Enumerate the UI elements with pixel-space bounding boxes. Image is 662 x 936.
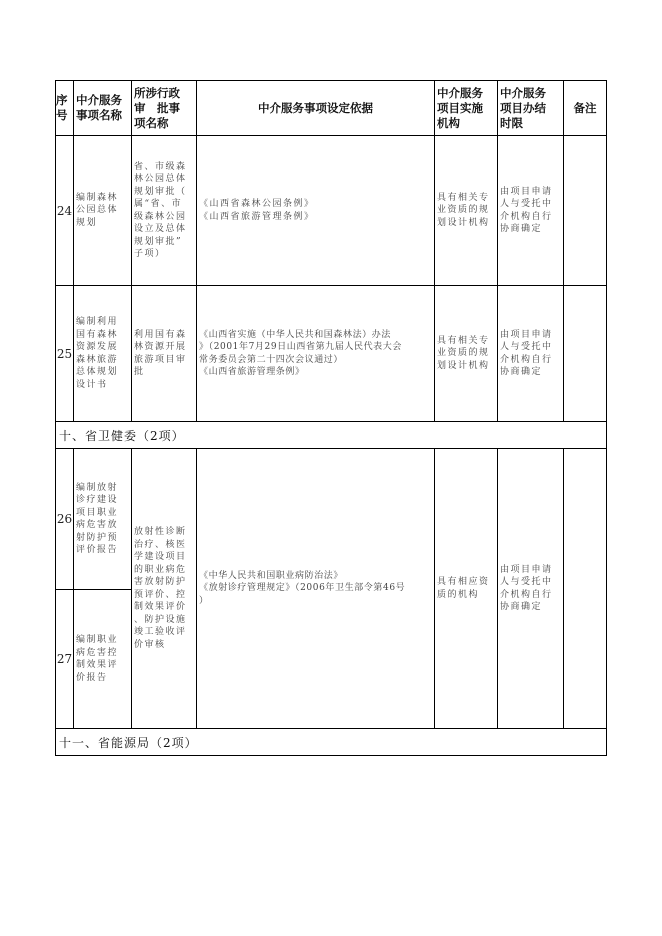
row-seq: 25 [56,286,74,422]
header-name: 中介服务 事项名称 [74,81,132,136]
row-name: 编制森林 公园总体 规划 [74,136,132,286]
row-seq: 26 [56,449,74,590]
row-note [564,449,607,729]
section-row [56,422,607,449]
row-seq: 27 [56,590,74,729]
row-basis: 《中华人民共和国职业病防治法》 《放射诊疗管理规定》（2006年卫生部令第46号 ） [197,449,435,729]
row-org: 具有相关专 业资质的规 划设计机构 [435,136,498,286]
row-time: 由项目申请 人与受托中 介机构自行 协商确定 [498,286,564,422]
header-seq: 序 号 [56,81,74,136]
row-approval: 利用国有森 林资源开展 旅游项目审 批 [132,286,197,422]
row-basis: 《山西省实施（中华人民共和国森林法）办法 》（2001年7月29日山西省第九届人民代表大会 常务委员会第二十四次会议通过） 《山西省旅游管理条例》 [197,286,435,422]
row-org: 具有相应资 质的机构 [435,449,498,729]
header-time: 中介服务 项目办结 时限 [498,81,564,136]
section-heading: 十一、省能源局（2项） [56,729,607,756]
header-org: 中介服务 项目实施 机构 [435,81,498,136]
header-approval: 所涉行政 审 批事 项名称 [132,81,197,136]
section-row [56,729,607,756]
header-note: 备注 [564,81,607,136]
row-name: 编制职业 病危害控 制效果评 价报告 [74,590,132,729]
header-row [56,81,607,136]
row-basis: 《山西省森林公园条例》 《山西省旅游管理条例》 [197,136,435,286]
intermediary-services-table [55,80,607,756]
table-row [56,286,607,422]
table-row [56,449,607,590]
row-time: 由项目申请 人与受托中 介机构自行 协商确定 [498,449,564,729]
row-org: 具有相关专 业资质的规 划设计机构 [435,286,498,422]
row-approval: 省、市级森 林公园总体 规划审批（ 属“省、市 级森林公园 设立及总体 规划审批” 子项） [132,136,197,286]
section-heading: 十、省卫健委（2项） [56,422,607,449]
row-name: 编制利用 国有森林 资源发展 森林旅游 总体规划 设计书 [74,286,132,422]
row-approval: 放射性诊断 治疗、核医 学建设项目 的职业病危 害放射防护 预评价、控 制效果评价 、防护设施 竣工验收评 价审核 [132,449,197,729]
row-time: 由项目申请 人与受托中 介机构自行 协商确定 [498,136,564,286]
row-note [564,286,607,422]
header-basis: 中介服务事项设定依据 [197,81,435,136]
row-note [564,136,607,286]
row-name: 编制放射 诊疗建设 项目职业 病危害放 射防护预 评价报告 [74,449,132,590]
table-row [56,136,607,286]
row-seq: 24 [56,136,74,286]
